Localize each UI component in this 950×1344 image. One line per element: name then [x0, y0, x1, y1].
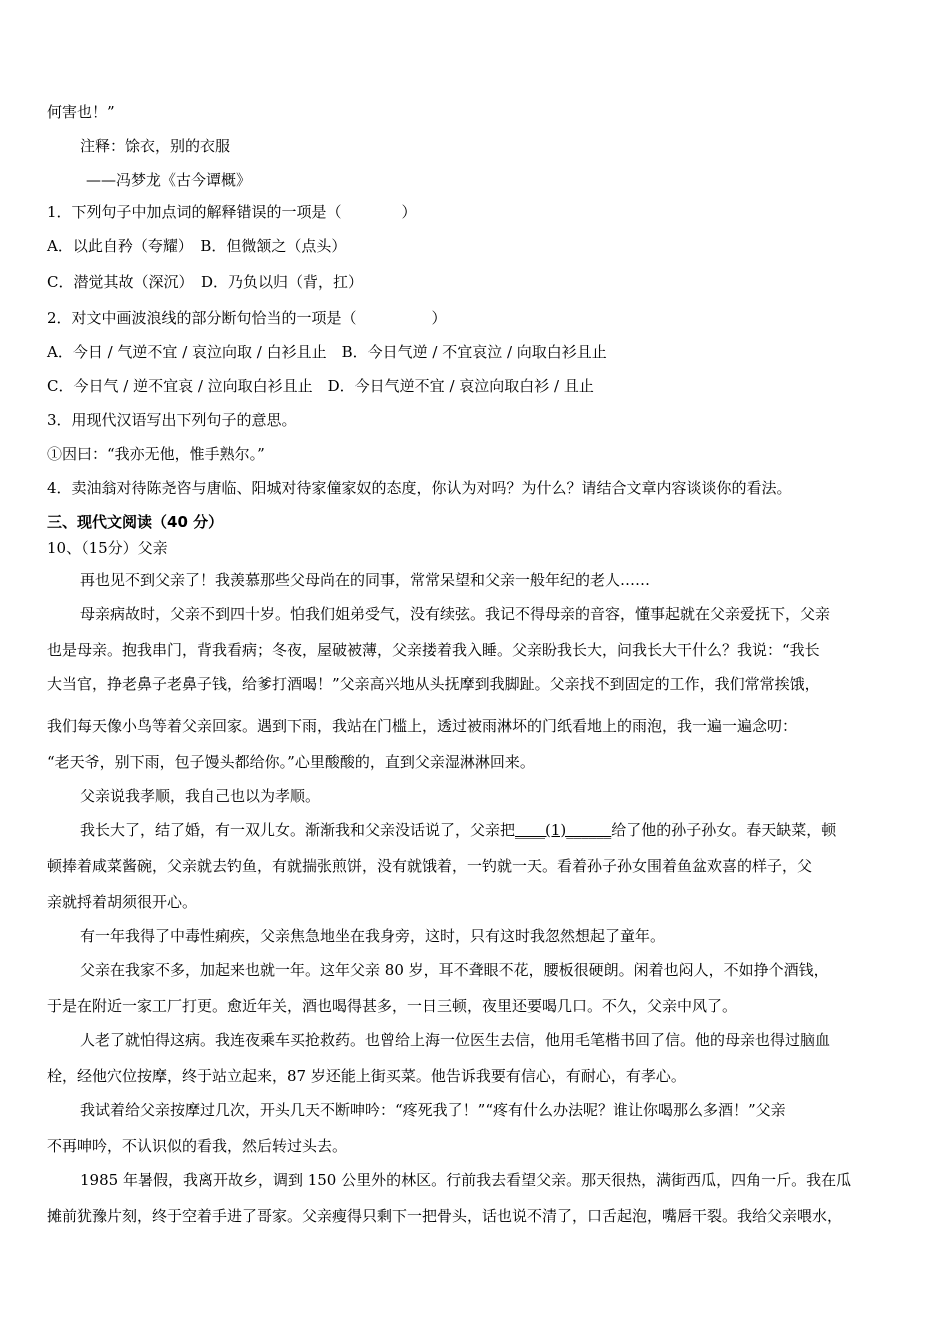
source-attribution: ——冯梦龙《古今谭概》 — [86, 171, 252, 189]
item-title: 10、（15分）父亲 — [47, 539, 168, 557]
article-line: 于是在附近一家工厂打更。愈近年关，酒也喝得甚多，一日三顿，夜里还要喝几口。不久，父亲中风了。 — [47, 997, 738, 1015]
fill-blank-1: ____(1)______ — [515, 821, 612, 839]
article-paragraph: 父亲在我家不多，加起来也就一年。这年父亲 80 岁，耳不聋眼不花，腰板很硬朗。闲着也闷人，不如挣个酒钱， — [80, 961, 829, 979]
article-line: 栓，经他穴位按摩，终于站立起来，87 岁还能上街买菜。他告诉我要有信心，有耐心，有孝心。 — [47, 1067, 686, 1085]
article-text: 我长大了，结了婚，有一双儿女。渐渐我和父亲没话说了，父亲把 — [80, 821, 516, 839]
question-1: 1．下列句子中加点词的解释错误的一项是（ ） — [47, 203, 417, 221]
article-line: 也是母亲。抱我串门，背我看病；冬夜，屋破被薄，父亲搂着我入睡。父亲盼我长大，问我长大干什么？我说：“我长 — [47, 641, 820, 659]
fragment-line: 何害也！” — [47, 103, 115, 121]
article-paragraph: 人老了就怕得这病。我连夜乘车买抢救药。也曾给上海一位医生去信，他用毛笔楷书回了信。他的母亲也得过脑血 — [80, 1031, 831, 1049]
question-3-item: ①因曰：“我亦无他，惟手熟尔。” — [47, 445, 265, 463]
question-2: 2．对文中画波浪线的部分断句恰当的一项是（ ） — [47, 309, 447, 327]
question-4: 4．卖油翁对待陈尧咨与唐临、阳城对待家僮家奴的态度，你认为对吗？为什么？请结合文章内容谈谈你的看法。 — [47, 479, 792, 497]
question-2-options-cd: C．今日气 / 逆不宜哀 / 泣向取白衫且止 D．今日气逆不宜 / 哀泣向取白衫 / 且止 — [47, 377, 594, 395]
question-3: 3．用现代汉语写出下列句子的意思。 — [47, 411, 297, 429]
article-paragraph: 母亲病故时，父亲不到四十岁。怕我们姐弟受气，没有续弦。我记不得母亲的音容，懂事起就在父亲爱抚下，父亲 — [80, 605, 831, 623]
article-paragraph: 再也见不到父亲了！我羡慕那些父母尚在的同事，常常呆望和父亲一般年纪的老人…… — [80, 571, 651, 589]
question-1-options-ab: A．以此自矜（夸耀） B．但微颔之（点头） — [47, 237, 347, 255]
question-2-options-ab: A．今日 / 气逆不宜 / 哀泣向取 / 白衫且止 B．今日气逆 / 不宜哀泣 / 向取白衫且止 — [47, 343, 607, 361]
article-line: “老天爷，别下雨，包子馒头都给你。”心里酸酸的，直到父亲湿淋淋回来。 — [47, 753, 535, 771]
article-paragraph: 父亲说我孝顺，我自己也以为孝顺。 — [80, 787, 321, 805]
article-paragraph: 1985 年暑假，我离开故乡，调到 150 公里外的林区。行前我去看望父亲。那天很热，满街西瓜，四角一斤。我在瓜 — [80, 1171, 852, 1189]
article-line: 大当官，挣老鼻子老鼻子钱，给爹打酒喝！”父亲高兴地从头抚摩到我脚趾。父亲找不到固定的工作，我们常常挨饿， — [47, 675, 820, 693]
article-paragraph: 我试着给父亲按摩过几次，开头几天不断呻吟：“疼死我了！”“疼有什么办法呢？谁让你喝那么多酒！”父亲 — [80, 1101, 786, 1119]
question-1-options-cd: C．潜觉其故（深沉） D．乃负以归（背，扛） — [47, 273, 364, 291]
article-paragraph: 有一年我得了中毒性痢疾，父亲焦急地坐在我身旁，这时，只有这时我忽然想起了童年。 — [80, 927, 666, 945]
article-text: 给了他的孙子孙女。春天缺菜，顿 — [611, 821, 837, 839]
article-line: 我们每天像小鸟等着父亲回家。遇到下雨，我站在门槛上，透过被雨淋坏的门纸看地上的雨泡，我一遍一遍念叨： — [47, 717, 798, 735]
article-line: 摊前犹豫片刻，终于空着手进了哥家。父亲瘦得只剩下一把骨头，话也说不清了，口舌起泡，嘴唇干裂。我给父亲喂水， — [47, 1207, 843, 1225]
article-line: 亲就捋着胡须很开心。 — [47, 893, 198, 911]
annotation-note: 注释：馀衣，别的衣服 — [80, 137, 231, 155]
article-paragraph — [80, 820, 836, 840]
article-line: 顿捧着咸菜酱碗，父亲就去钓鱼，有就揣张煎饼，没有就饿着，一钓就一天。看着孙子孙女围着鱼盆欢喜的样子，父 — [47, 857, 813, 875]
section-heading: 三、现代文阅读（40 分） — [47, 513, 224, 531]
article-line: 不再呻吟，不认识似的看我，然后转过头去。 — [47, 1137, 348, 1155]
